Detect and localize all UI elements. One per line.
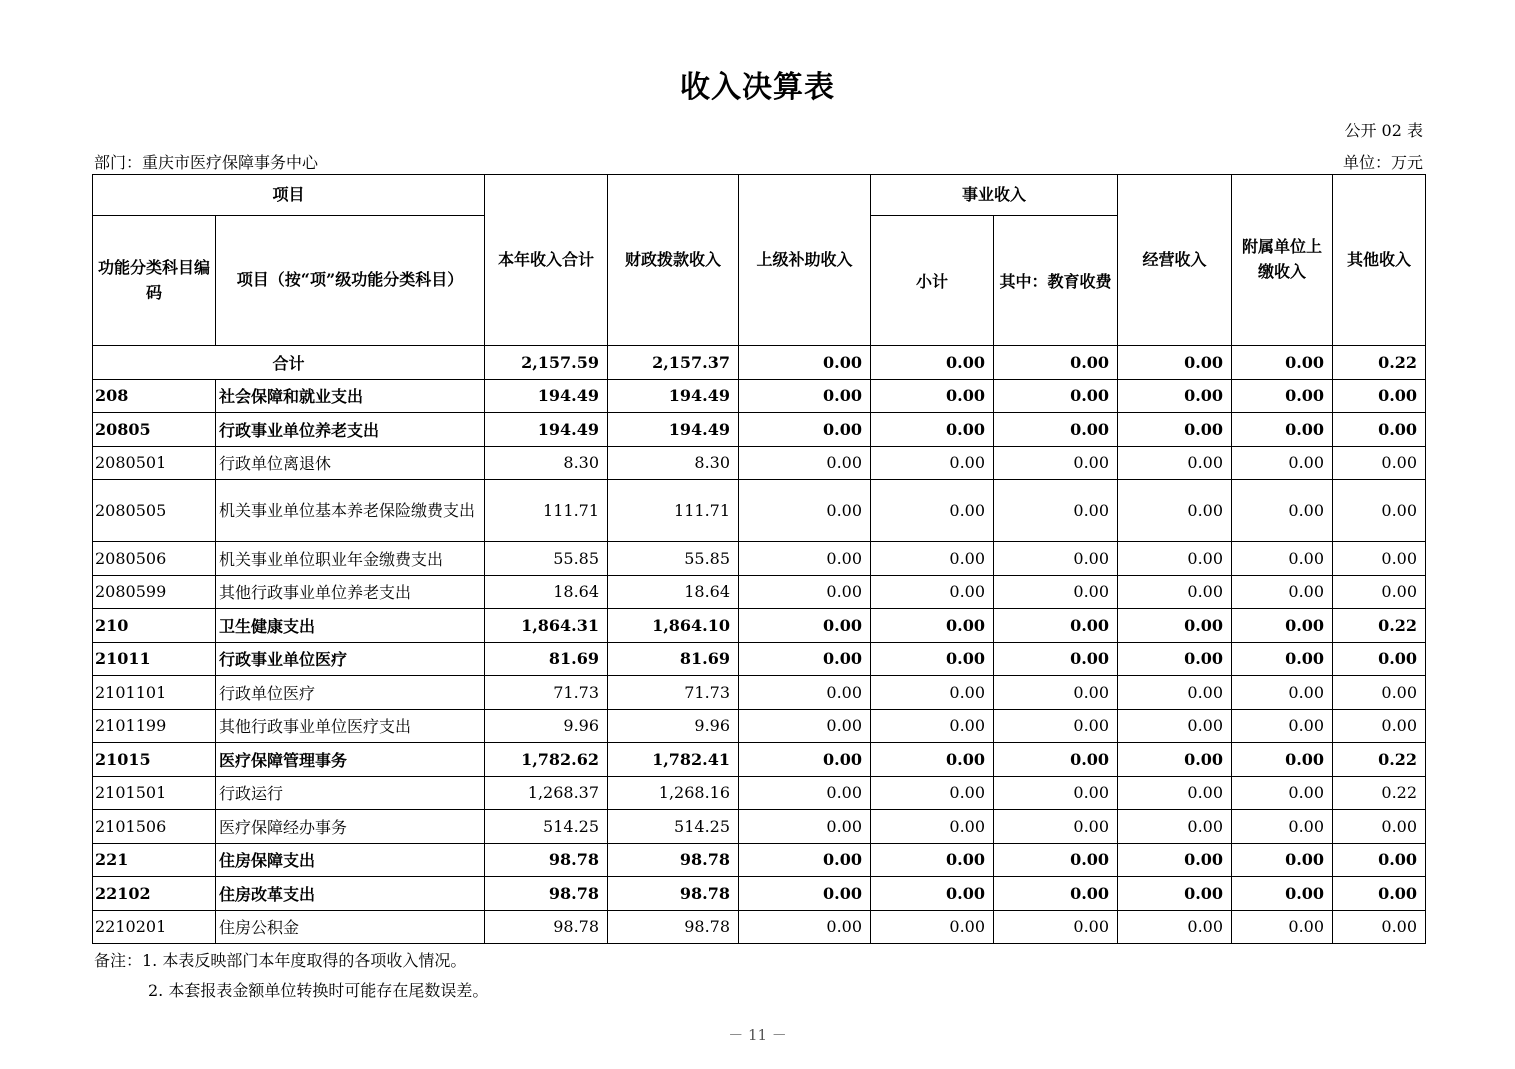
row-value: 0.00 — [994, 413, 1118, 447]
table-row — [93, 609, 1426, 643]
table-row — [93, 810, 1426, 844]
total-value: 0.00 — [994, 346, 1118, 380]
row-value: 8.30 — [608, 446, 739, 480]
row-value: 0.00 — [994, 743, 1118, 777]
row-value: 55.85 — [608, 542, 739, 576]
row-value: 0.00 — [1232, 743, 1333, 777]
row-value: 0.00 — [994, 910, 1118, 944]
row-value: 0.00 — [1232, 910, 1333, 944]
table-row — [93, 877, 1426, 911]
row-code: 210 — [93, 609, 216, 643]
row-name: 医疗保障经办事务 — [216, 810, 485, 844]
row-value: 1,268.16 — [608, 776, 739, 810]
row-value: 0.00 — [1118, 413, 1232, 447]
total-value: 0.22 — [1333, 346, 1426, 380]
row-value: 0.00 — [1118, 709, 1232, 743]
row-value: 0.00 — [871, 609, 994, 643]
row-value: 0.00 — [1118, 910, 1232, 944]
row-value: 0.00 — [871, 379, 994, 413]
row-value: 0.00 — [739, 743, 871, 777]
row-value: 0.00 — [994, 877, 1118, 911]
row-value: 0.00 — [1333, 413, 1426, 447]
row-code: 2101101 — [93, 676, 216, 710]
row-value: 0.00 — [1232, 810, 1333, 844]
row-value: 0.22 — [1333, 743, 1426, 777]
row-code: 22102 — [93, 877, 216, 911]
row-value: 0.00 — [871, 676, 994, 710]
header-subtotal: 小计 — [871, 216, 994, 346]
table-row — [93, 413, 1426, 447]
row-value: 0.00 — [1232, 413, 1333, 447]
row-code: 21015 — [93, 743, 216, 777]
row-value: 0.00 — [739, 609, 871, 643]
row-value: 0.00 — [1118, 642, 1232, 676]
table-row — [93, 743, 1426, 777]
row-value: 0.00 — [1118, 542, 1232, 576]
row-value: 0.00 — [1333, 676, 1426, 710]
total-row — [93, 346, 1426, 380]
row-value: 111.71 — [608, 480, 739, 542]
row-name: 医疗保障管理事务 — [216, 743, 485, 777]
row-value: 0.00 — [994, 575, 1118, 609]
row-value: 0.00 — [1118, 446, 1232, 480]
row-name: 其他行政事业单位医疗支出 — [216, 709, 485, 743]
table-row — [93, 480, 1426, 542]
row-name: 住房公积金 — [216, 910, 485, 944]
row-code: 2080599 — [93, 575, 216, 609]
row-value: 0.00 — [994, 542, 1118, 576]
row-value: 0.00 — [1118, 575, 1232, 609]
header-other: 其他收入 — [1333, 175, 1426, 346]
row-value: 0.00 — [1333, 642, 1426, 676]
header-func-code: 功能分类科目编码 — [93, 216, 216, 346]
table-number: 公开 02 表 — [1344, 121, 1423, 140]
row-value: 0.00 — [871, 843, 994, 877]
row-value: 0.00 — [1232, 843, 1333, 877]
row-code: 208 — [93, 379, 216, 413]
table-row — [93, 843, 1426, 877]
header-fiscal: 财政拨款收入 — [608, 175, 739, 346]
row-value: 0.00 — [1232, 379, 1333, 413]
row-value: 194.49 — [608, 413, 739, 447]
row-value: 0.00 — [1333, 379, 1426, 413]
row-value: 0.00 — [1232, 609, 1333, 643]
row-value: 111.71 — [485, 480, 608, 542]
row-value: 0.00 — [1232, 877, 1333, 911]
row-code: 2101199 — [93, 709, 216, 743]
header-career: 事业收入 — [871, 175, 1118, 216]
row-value: 0.00 — [871, 413, 994, 447]
row-value: 0.00 — [871, 709, 994, 743]
row-value: 194.49 — [485, 379, 608, 413]
row-code: 221 — [93, 843, 216, 877]
department-label: 部门：重庆市医疗保障事务中心 — [94, 153, 319, 172]
header-item-name: 项目（按“项”级功能分类科目） — [216, 216, 485, 346]
row-value: 18.64 — [485, 575, 608, 609]
row-value: 0.00 — [1333, 709, 1426, 743]
page-title: 收入决算表 — [680, 70, 835, 105]
row-name: 其他行政事业单位养老支出 — [216, 575, 485, 609]
row-value: 0.00 — [994, 609, 1118, 643]
table-row — [93, 676, 1426, 710]
header-business: 经营收入 — [1118, 175, 1232, 346]
row-value: 98.78 — [485, 877, 608, 911]
row-value: 0.00 — [994, 676, 1118, 710]
row-value: 0.00 — [739, 776, 871, 810]
row-value: 1,864.10 — [608, 609, 739, 643]
total-value: 0.00 — [1118, 346, 1232, 380]
row-value: 98.78 — [485, 910, 608, 944]
row-value: 0.00 — [739, 676, 871, 710]
row-value: 194.49 — [485, 413, 608, 447]
note-line-2: 2. 本套报表金额单位转换时可能存在尾数误差。 — [148, 981, 489, 1000]
header-total: 本年收入合计 — [485, 175, 608, 346]
note-line-1: 备注：1. 本表反映部门本年度取得的各项收入情况。 — [94, 951, 467, 970]
header-project: 项目 — [93, 175, 485, 216]
row-code: 2080506 — [93, 542, 216, 576]
total-value: 0.00 — [871, 346, 994, 380]
row-code: 2080501 — [93, 446, 216, 480]
row-value: 1,268.37 — [485, 776, 608, 810]
row-value: 0.00 — [994, 810, 1118, 844]
row-value: 0.00 — [1333, 446, 1426, 480]
row-value: 0.00 — [1118, 877, 1232, 911]
row-value: 0.00 — [1333, 575, 1426, 609]
row-name: 行政事业单位医疗 — [216, 642, 485, 676]
row-value: 0.00 — [1232, 676, 1333, 710]
row-value: 98.78 — [485, 843, 608, 877]
income-table — [92, 174, 1426, 944]
row-name: 行政事业单位养老支出 — [216, 413, 485, 447]
row-value: 9.96 — [608, 709, 739, 743]
row-value: 0.00 — [871, 480, 994, 542]
row-value: 0.00 — [739, 709, 871, 743]
row-value: 0.00 — [1118, 480, 1232, 542]
row-value: 81.69 — [608, 642, 739, 676]
table-row — [93, 575, 1426, 609]
row-value: 0.00 — [1118, 676, 1232, 710]
row-code: 2210201 — [93, 910, 216, 944]
row-value: 0.00 — [1118, 843, 1232, 877]
row-name: 机关事业单位基本养老保险缴费支出 — [216, 480, 485, 542]
row-value: 0.00 — [1333, 542, 1426, 576]
total-value: 0.00 — [1232, 346, 1333, 380]
row-name: 行政单位离退休 — [216, 446, 485, 480]
row-value: 0.00 — [1118, 743, 1232, 777]
row-value: 0.00 — [739, 413, 871, 447]
row-value: 0.00 — [871, 446, 994, 480]
row-code: 2101501 — [93, 776, 216, 810]
total-value: 0.00 — [739, 346, 871, 380]
row-code: 20805 — [93, 413, 216, 447]
row-value: 514.25 — [608, 810, 739, 844]
row-value: 0.00 — [739, 542, 871, 576]
row-code: 2080505 — [93, 480, 216, 542]
row-value: 0.00 — [1333, 877, 1426, 911]
unit-label: 单位：万元 — [1342, 153, 1423, 172]
row-value: 0.00 — [739, 877, 871, 911]
row-value: 8.30 — [485, 446, 608, 480]
row-value: 0.00 — [1118, 810, 1232, 844]
row-value: 0.00 — [1232, 642, 1333, 676]
row-value: 0.00 — [871, 877, 994, 911]
row-value: 0.00 — [871, 910, 994, 944]
row-value: 0.00 — [994, 480, 1118, 542]
row-value: 0.00 — [739, 379, 871, 413]
row-value: 0.00 — [994, 709, 1118, 743]
row-value: 0.00 — [1333, 810, 1426, 844]
row-value: 55.85 — [485, 542, 608, 576]
page-number: － 11 － — [728, 1026, 787, 1044]
row-value: 0.00 — [871, 810, 994, 844]
row-value: 0.00 — [994, 843, 1118, 877]
table-row — [93, 776, 1426, 810]
row-value: 98.78 — [608, 877, 739, 911]
row-value: 514.25 — [485, 810, 608, 844]
row-value: 0.00 — [1232, 575, 1333, 609]
row-name: 卫生健康支出 — [216, 609, 485, 643]
row-value: 0.00 — [1333, 480, 1426, 542]
row-value: 1,782.62 — [485, 743, 608, 777]
table-row — [93, 542, 1426, 576]
row-name: 行政运行 — [216, 776, 485, 810]
row-value: 18.64 — [608, 575, 739, 609]
header-edu-fee: 其中：教育收费 — [994, 216, 1118, 346]
row-name: 机关事业单位职业年金缴费支出 — [216, 542, 485, 576]
row-value: 0.00 — [871, 542, 994, 576]
row-value: 0.00 — [1232, 776, 1333, 810]
header-upper: 上级补助收入 — [739, 175, 871, 346]
row-value: 0.22 — [1333, 776, 1426, 810]
total-value: 2,157.59 — [485, 346, 608, 380]
total-label: 合计 — [93, 346, 485, 380]
table-row — [93, 379, 1426, 413]
row-value: 0.22 — [1333, 609, 1426, 643]
row-value: 0.00 — [871, 776, 994, 810]
row-value: 0.00 — [739, 642, 871, 676]
row-value: 0.00 — [1118, 609, 1232, 643]
table-row — [93, 446, 1426, 480]
row-value: 71.73 — [608, 676, 739, 710]
row-value: 0.00 — [1232, 480, 1333, 542]
row-value: 0.00 — [871, 743, 994, 777]
row-value: 1,864.31 — [485, 609, 608, 643]
row-value: 0.00 — [994, 379, 1118, 413]
table-row — [93, 709, 1426, 743]
table-row — [93, 642, 1426, 676]
row-value: 0.00 — [994, 642, 1118, 676]
row-value: 0.00 — [871, 642, 994, 676]
row-value: 0.00 — [739, 480, 871, 542]
row-value: 0.00 — [739, 843, 871, 877]
row-value: 0.00 — [1333, 843, 1426, 877]
row-value: 0.00 — [1118, 379, 1232, 413]
row-value: 0.00 — [1232, 709, 1333, 743]
row-value: 0.00 — [1333, 910, 1426, 944]
row-value: 81.69 — [485, 642, 608, 676]
row-value: 0.00 — [994, 776, 1118, 810]
row-value: 98.78 — [608, 843, 739, 877]
row-value: 0.00 — [871, 575, 994, 609]
row-value: 0.00 — [739, 575, 871, 609]
row-value: 71.73 — [485, 676, 608, 710]
row-value: 0.00 — [739, 446, 871, 480]
total-value: 2,157.37 — [608, 346, 739, 380]
table-row — [93, 910, 1426, 944]
row-value: 98.78 — [608, 910, 739, 944]
row-value: 0.00 — [994, 446, 1118, 480]
row-code: 2101506 — [93, 810, 216, 844]
row-value: 0.00 — [739, 810, 871, 844]
row-value: 194.49 — [608, 379, 739, 413]
row-name: 行政单位医疗 — [216, 676, 485, 710]
row-value: 0.00 — [1232, 446, 1333, 480]
row-value: 9.96 — [485, 709, 608, 743]
row-name: 住房保障支出 — [216, 843, 485, 877]
row-name: 住房改革支出 — [216, 877, 485, 911]
header-affiliated: 附属单位上缴收入 — [1232, 175, 1333, 346]
row-value: 0.00 — [1232, 542, 1333, 576]
row-code: 21011 — [93, 642, 216, 676]
row-value: 0.00 — [739, 910, 871, 944]
row-value: 1,782.41 — [608, 743, 739, 777]
row-name: 社会保障和就业支出 — [216, 379, 485, 413]
row-value: 0.00 — [1118, 776, 1232, 810]
